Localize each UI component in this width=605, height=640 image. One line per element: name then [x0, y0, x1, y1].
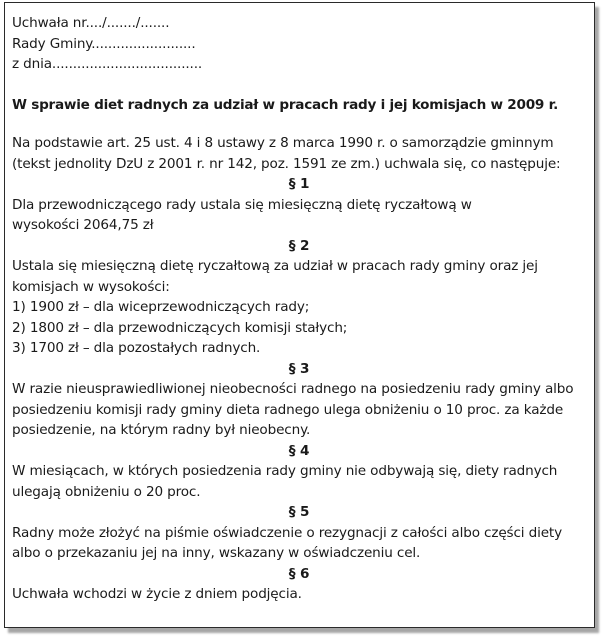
section-2-item: 3) 1700 zł – dla pozostałych radnych.	[12, 340, 261, 356]
section-1-mark: § 1	[288, 176, 310, 192]
section-2-item: 1) 1900 zł – dla wiceprzewodniczących rady;	[12, 299, 310, 315]
section-5-text: Radny może złożyć na piśmie oświadczenie o rezygnacji z całości albo części diety albo o przekazaniu jej na inny, wskazany w oświadczeniu cel.	[12, 524, 562, 561]
section-2-item: 2) 1800 zł – dla przewodniczących komisji stałych;	[12, 319, 348, 336]
section-2-text: Ustala się miesięczną dietę ryczałtową za udział w pracach rady gminy oraz jej komisjach w wysokości:	[12, 258, 538, 295]
resolution-date: z dnia....................................	[12, 56, 203, 72]
section-2-mark: § 2	[288, 237, 310, 254]
section-3-text: W razie nieusprawiedliwionej nieobecności radnego na posiedzeniu rady gminy albo posiedzeniu komisji rady gminy dieta radnego ulega obniżeniu o 10 proc. za każde posiedzenie, na którym radny był nieobecny.	[12, 381, 574, 438]
section-6-text: Uchwała wchodzi w życie z dniem podjęcia.	[12, 586, 302, 602]
section-5-mark: § 5	[288, 504, 310, 520]
resolution-number: Uchwała nr..../......./.......	[12, 15, 170, 31]
section-1-text: Dla przewodniczącego rady ustala się miesięczną dietę ryczałtową w wysokości 2064,75 zł	[12, 196, 472, 233]
council-name: Rady Gminy.........................	[12, 35, 196, 52]
section-4-text: W miesiącach, w których posiedzenia rady gminy nie odbywają się, diety radnych ulegają obniżeniu o 20 proc.	[12, 463, 558, 500]
section-6-mark: § 6	[288, 565, 310, 582]
document-title: W sprawie diet radnych za udział w pracach rady i jej komisjach w 2009 r.	[12, 96, 559, 113]
preamble: Na podstawie art. 25 ust. 4 i 8 ustawy z 8 marca 1990 r. o samorządzie gminnym (tekst jednolity DzU z 2001 r. nr 142, poz. 1591 ze zm.) uchwala się, co następuje:	[12, 135, 561, 172]
section-4-mark: § 4	[288, 442, 310, 459]
resolution-document	[4, 2, 595, 628]
section-3-mark: § 3	[288, 360, 310, 377]
